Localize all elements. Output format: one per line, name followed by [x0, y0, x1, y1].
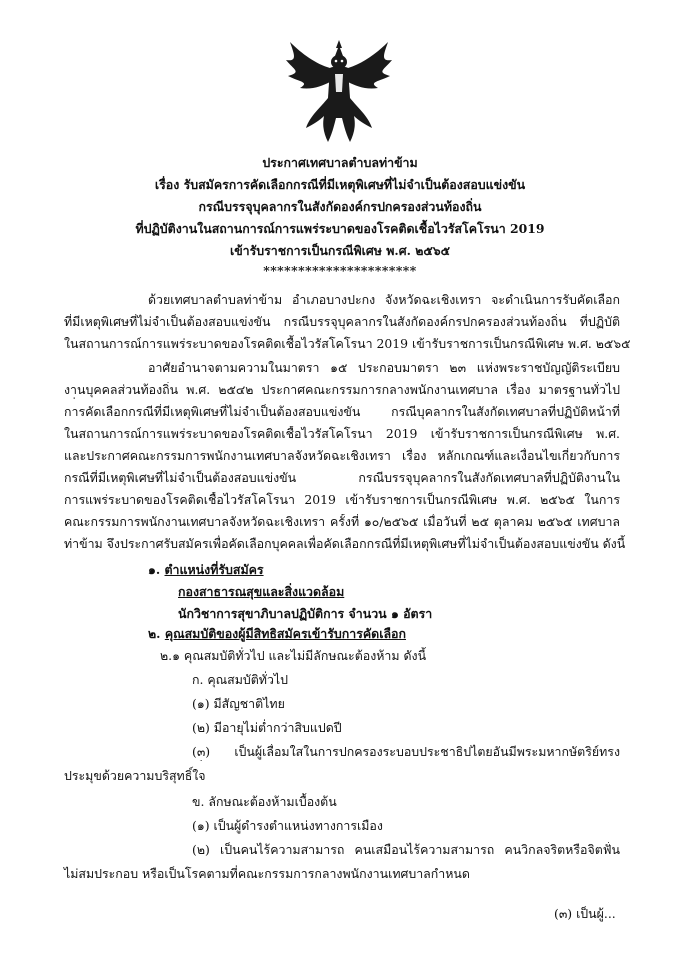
paragraph-line: ด้วยเทศบาลตำบลท่าข้าม อำเภอบางปะกง จังหวัดฉะเชิงเทรา จะดำเนินการรับคัดเลือก	[148, 292, 620, 307]
list-item: (๑) เป็นผู้ดำรงตำแหน่งทางการเมือง	[192, 818, 383, 833]
paragraph-line: การคัดเลือกกรณีที่มีเหตุพิเศษที่ไม่จำเป็นต้องสอบแข่งขัน กรณีบุคลากรในสังกัดเทศบาลที่ปฏิบัติหน้าที่	[64, 404, 620, 419]
subject-line: ที่ปฏิบัติงานในสถานการณ์การแพร่ระบาดของโรคติดเชื้อไวรัสโคโรนา 2019	[135, 221, 545, 236]
section-2-heading	[148, 626, 406, 642]
list-item: (๓) เป็นผู้เลื่อมใสในการปกครองระบอบประชาธิปไตยอันมีพระมหากษัตริย์ทรง	[192, 744, 620, 759]
paragraph-line: ท่าข้าม จึงประกาศรับสมัครเพื่อคัดเลือกบุคคลเพื่อคัดเลือกกรณีที่มีเหตุพิเศษที่ไม่จำเป็นต้องสอบแข่งขัน ดังนี้	[64, 536, 626, 551]
subject-line: เรื่อง รับสมัครการคัดเลือกกรณีที่มีเหตุพิเศษที่ไม่จำเป็นต้องสอบแข่งขัน	[154, 177, 526, 192]
paragraph-line: อาศัยอำนาจตามความในมาตรา ๑๕ ประกอบมาตรา ๒๓ แห่งพระราชบัญญัติระเบียบ	[148, 360, 620, 375]
subsection-heading: ๒.๑ คุณสมบัติทั่วไป และไม่มีลักษณะต้องห้าม ดังนี้	[160, 648, 427, 663]
paragraph-line: งานบุคคลส่วนท้องถิ่น พ.ศ. ๒๕๔๒ ประกาศคณะกรรมการกลางพนักงานเทศบาล เรื่อง มาตรฐานทั่วไป	[64, 382, 620, 397]
paragraph-line: กรณีที่มีเหตุพิเศษที่ไม่จำเป็นต้องสอบแข่งขัน กรณีบรรจุบุคลากรในสังกัดเทศบาลที่ปฏิบัติงานใน	[64, 470, 620, 485]
section-title: ตำแหน่งที่รับสมัคร	[164, 562, 264, 577]
garuda-emblem-icon	[280, 38, 398, 146]
list-item-continued: ไม่สมประกอบ หรือเป็นโรคตามที่คณะกรรมการกลางพนักงานเทศบาลกำหนด	[64, 866, 470, 881]
document-title: ประกาศเทศบาลตำบลท่าข้าม	[262, 155, 418, 170]
division-name: กองสาธารณสุขและสิ่งแวดล้อม	[178, 584, 345, 599]
section-number: ๒.	[148, 626, 161, 641]
section-1-heading	[148, 562, 264, 578]
section-number: ๑.	[148, 562, 161, 577]
paragraph-line: การแพร่ระบาดของโรคติดเชื้อไวรัสโคโรนา 2019 เข้ารับราชการเป็นกรณีพิเศษ พ.ศ. ๒๕๖๕ ในการ	[64, 492, 620, 507]
list-item: (๑) มีสัญชาติไทย	[192, 696, 285, 711]
paragraph-line: คณะกรรมการพนักงานเทศบาลจังหวัดฉะเชิงเทรา ครั้งที่ ๑๐/๒๕๖๕ เมื่อวันที่ ๒๕ ตุลาคม ๒๕๖๕ เทศบาล	[64, 514, 620, 529]
paragraph-line: ในสถานการณ์การแพร่ระบาดของโรคติดเชื้อไวรัสโคโรนา 2019 เข้ารับราชการเป็นกรณีพิเศษ พ.ศ. ๒๕๖๕	[64, 336, 631, 351]
list-item-continued: ประมุขด้วยความบริสุทธิ์ใจ	[64, 768, 206, 783]
subject-line: กรณีบรรจุบุคลากรในสังกัดองค์กรปกครองส่วนท้องถิ่น	[198, 199, 482, 214]
list-item: (๒) มีอายุไม่ต่ำกว่าสิบแปดปี	[192, 720, 342, 735]
divider-stars: **********************	[263, 263, 417, 278]
list-item: (๒) เป็นคนไร้ความสามารถ คนเสมือนไร้ความสามารถ คนวิกลจริตหรือจิตฟั่น	[192, 842, 620, 857]
subject-line: เข้ารับราชการเป็นกรณีพิเศษ พ.ศ. ๒๕๖๕	[229, 243, 451, 258]
position-name: นักวิชาการสุขาภิบาลปฏิบัติการ จำนวน ๑ อัตรา	[178, 606, 433, 621]
list-heading: ก. คุณสมบัติทั่วไป	[192, 672, 289, 687]
paragraph-line: ในสถานการณ์การแพร่ระบาดของโรคติดเชื้อไวรัสโคโรนา 2019 เข้ารับราชการเป็นกรณีพิเศษ พ.ศ.	[64, 426, 620, 441]
paragraph-line: และประกาศคณะกรรมการพนักงานเทศบาลจังหวัดฉะเชิงเทรา เรื่อง หลักเกณฑ์และเงื่อนไขเกี่ยวกับการ	[64, 448, 620, 463]
list-heading: ข. ลักษณะต้องห้ามเบื้องต้น	[192, 794, 337, 809]
paragraph-line: ที่มีเหตุพิเศษที่ไม่จำเป็นต้องสอบแข่งขัน กรณีบรรจุบุคลากรในสังกัดองค์กรปกครองส่วนท้องถิ่น ที่ปฏิบัติ	[64, 314, 620, 329]
page-continuation: (๓) เป็นผู้...	[554, 906, 616, 921]
section-title: คุณสมบัติของผู้มีสิทธิสมัครเข้ารับการคัดเลือก	[164, 626, 407, 641]
